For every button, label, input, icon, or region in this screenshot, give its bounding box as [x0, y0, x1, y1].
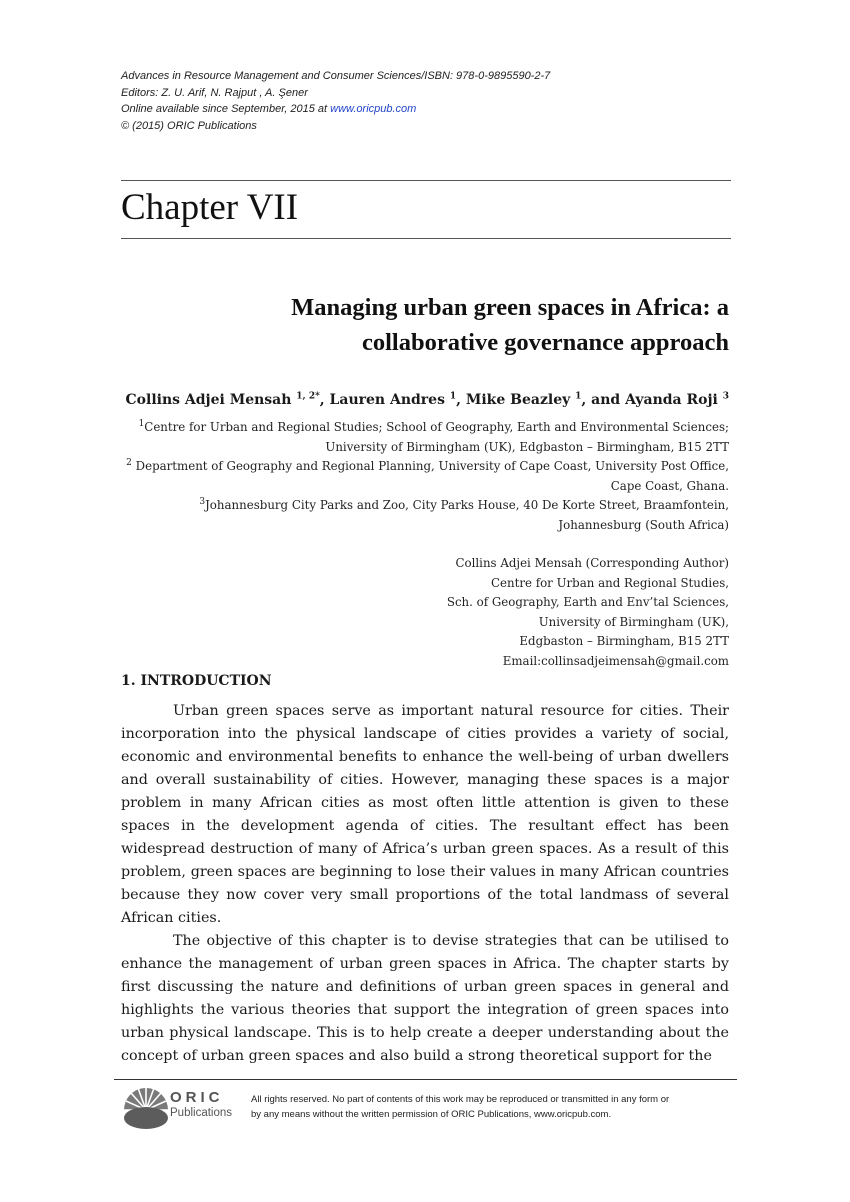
author-2-affil: 1 — [449, 391, 457, 402]
affiliation-3-line-2: Johannesburg (South Africa) — [558, 517, 729, 532]
author-list — [110, 388, 729, 412]
chapter-top-rule — [121, 180, 731, 181]
affiliation-1-line-1 — [110, 418, 729, 438]
rights-line-1: All rights reserved. No part of contents of this work may be reproduced or transmitted in any form or — [251, 1094, 670, 1105]
author-1: Collins Adjei Mensah — [125, 392, 297, 408]
footer-rule — [114, 1079, 737, 1080]
affiliation-1-line-2: University of Birmingham (UK), Edgbaston – Birmingham, B15 2TT — [325, 439, 729, 454]
section-heading: 1. INTRODUCTION — [121, 673, 272, 689]
editors-line: Editors: Z. U. Arif, N. Rajput , A. Şener — [121, 86, 308, 99]
affiliation-3-mark: 3 — [199, 497, 206, 508]
rights-notice — [251, 1093, 736, 1122]
author-3-affil: 1 — [575, 391, 582, 402]
corresponding-line: Centre for Urban and Regional Studies, — [491, 575, 729, 590]
rights-line-2: by any means without the written permission of ORIC Publications, www.oricpub.com. — [251, 1108, 612, 1120]
affiliation-2-mark: 2 — [126, 458, 132, 469]
affiliation-3-line-1 — [110, 496, 729, 516]
paragraph: Urban green spaces serve as important natural resource for cities. Their incorporation into the physical landscape of cities provides a variety of social, economic and environmental benefits to enhance the well-being of urban dwellers and overall sustainability of cities. However, managing these spaces is a major problem in many African cities as most often little attention is given to these spaces in the development agenda of cities. The resultant effect has been widespread destruction of many of Africa’s urban green spaces. As a result of this problem, green spaces are beginning to lose their values in many African countries because they now cover very small proportions of the total landmass of several African cities. — [121, 703, 729, 926]
affiliation-1-text: Centre for Urban and Regional Studies; School of Geography, Earth and Environmental Sciences; — [144, 420, 729, 434]
author-1-affil: 1, 2* — [296, 391, 320, 402]
running-header — [121, 68, 741, 134]
corresponding-email[interactable]: Email:collinsadjeimensah@gmail.com — [502, 653, 729, 668]
logo-name: ORIC — [170, 1089, 224, 1106]
affiliation-2-line-2: Cape Coast, Ghana. — [610, 478, 729, 493]
corresponding-line: Edgbaston – Birmingham, B15 2TT — [519, 634, 729, 648]
book-title-line: Advances in Resource Management and Consumer Sciences/ISBN: 978-0-9895590-2-7 — [121, 70, 551, 82]
availability-line — [121, 101, 741, 118]
publisher-link[interactable]: www.oricpub.com — [330, 103, 417, 115]
title-line-1: Managing urban green spaces in Africa: a — [291, 294, 729, 321]
corresponding-line: Sch. of Geography, Earth and Env’tal Sciences, — [446, 595, 729, 609]
chapter-heading: Chapter VII — [121, 187, 299, 228]
availability-text: Online available since September, 2015 at — [121, 103, 331, 115]
author-2: , Lauren Andres — [319, 392, 450, 408]
corresponding-line: Collins Adjei Mensah (Corresponding Author) — [455, 556, 729, 570]
affiliation-2-line-1 — [110, 457, 729, 477]
title-line-2: collaborative governance approach — [361, 329, 729, 356]
affiliation-1-mark: 1 — [138, 419, 145, 430]
chapter-bottom-rule — [121, 238, 731, 239]
copyright-line: © (2015) ORIC Publications — [121, 119, 257, 132]
corresponding-author-block — [110, 554, 729, 671]
affiliation-2-text: Department of Geography and Regional Planning, University of Cape Coast, University Post Office, — [131, 459, 729, 473]
author-3: , Mike Beazley — [456, 392, 576, 408]
logo-subtitle: Publications — [170, 1107, 233, 1119]
paper-title — [180, 290, 729, 360]
affiliation-3-text: Johannesburg City Parks and Zoo, City Parks House, 40 De Korte Street, Braamfontein, — [205, 498, 729, 512]
paragraph: The objective of this chapter is to devise strategies that can be utilised to enhance the management of urban green spaces in Africa. The chapter starts by first discussing the nature and definitions of urban green spaces in general and highlights the various theories that support the integration of green spaces into urban physical landscape. This is to help create a deeper understanding about the concept of urban green spaces and also build a strong theoretical support for the — [121, 933, 729, 1064]
body-text — [121, 700, 729, 1068]
author-4: , and Ayanda Roji — [581, 392, 723, 408]
corresponding-line: University of Birmingham (UK), — [538, 614, 729, 629]
author-4-affil: 3 — [722, 391, 729, 402]
affiliations — [110, 418, 729, 535]
